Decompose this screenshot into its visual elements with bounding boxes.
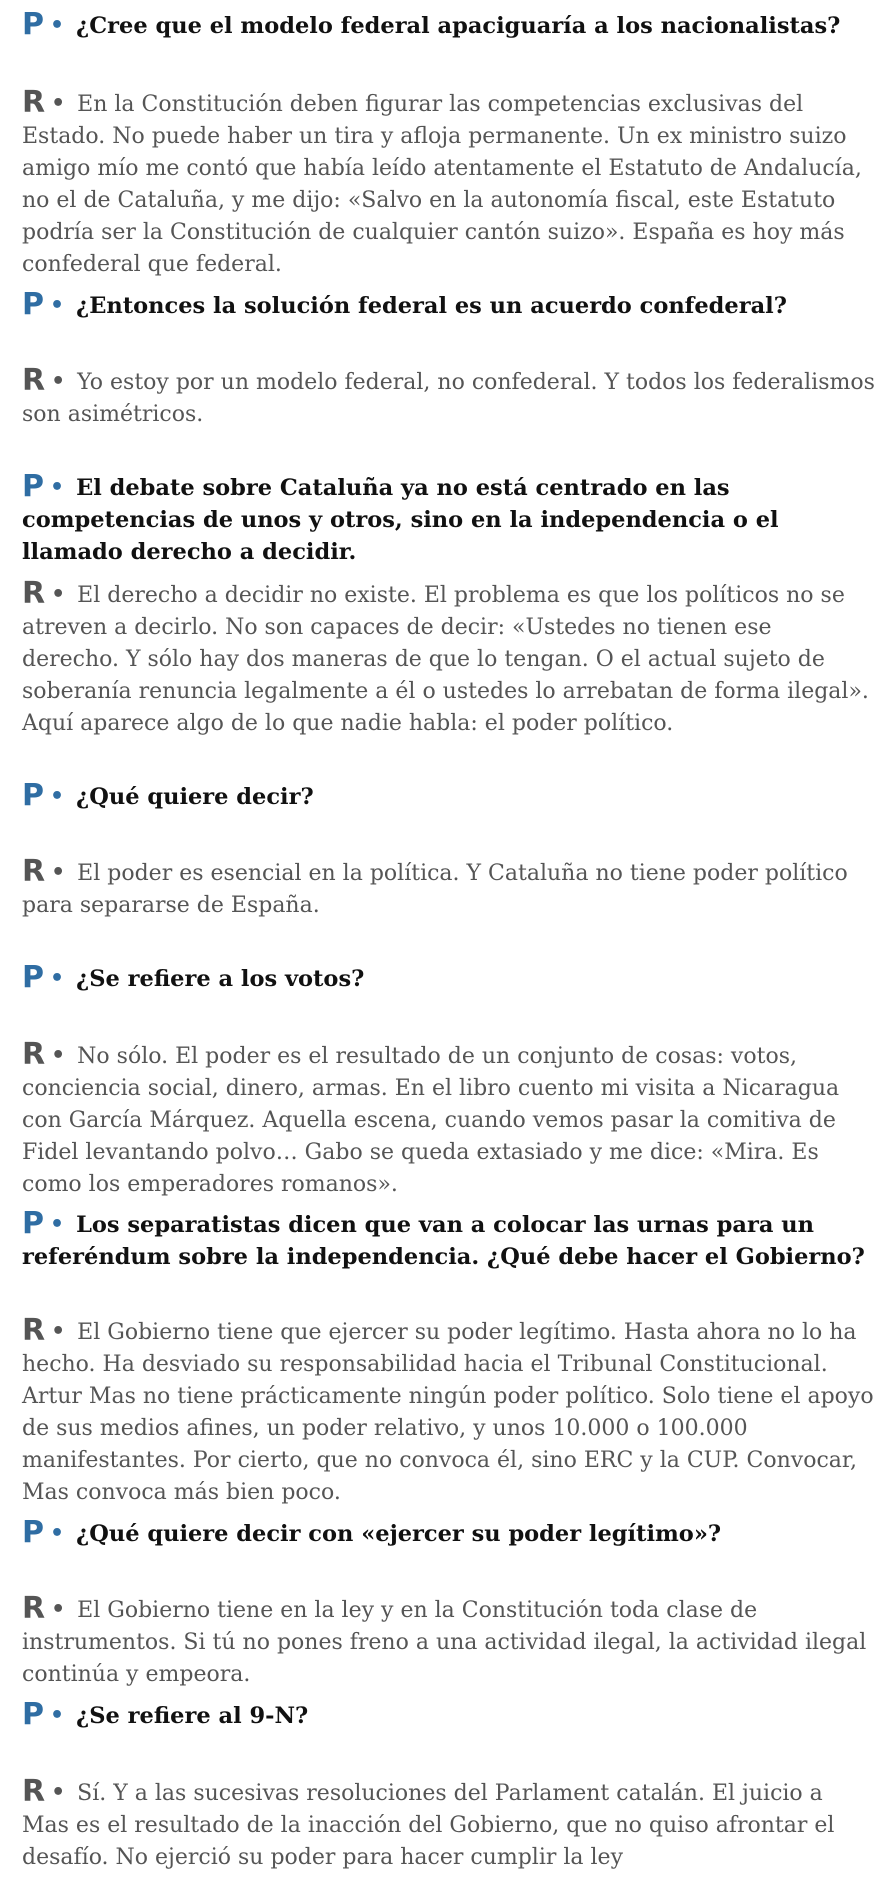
- question-text: Los separatistas dicen que van a colocar las urnas para un referéndum sobre la independencia. ¿Qué debe hacer el Gobierno?: [22, 1212, 865, 1270]
- answer-marker: R •: [22, 576, 66, 611]
- answer-text: Sí. Y a las sucesivas resoluciones del Parlament catalán. El juicio a Mas es el resultado de la inacción del Gobierno, que no quiso afrontar el desafío. No ejerció su poder para hacer cumplir la ley: [22, 1781, 835, 1870]
- question-text: El debate sobre Cataluña ya no está centrado en las competencias de unos y otros, sino en la independencia o el llamado derecho a decidir.: [22, 475, 779, 565]
- answer-text: El Gobierno tiene en la ley y en la Constitución toda clase de instrumentos. Si tú no pones freno a una actividad ilegal, la actividad ilegal continúa y empeora.: [22, 1598, 867, 1687]
- answer-8: [22, 1776, 875, 1874]
- question-marker: P •: [22, 1697, 65, 1732]
- question-8: [22, 1699, 875, 1732]
- question-marker: P •: [22, 1515, 65, 1550]
- answer-marker: R •: [22, 1313, 66, 1348]
- question-marker: P •: [22, 7, 65, 42]
- question-text: ¿Qué quiere decir?: [76, 784, 314, 810]
- question-1: [22, 9, 875, 42]
- question-text: ¿Qué quiere decir con «ejercer su poder legítimo»?: [76, 1521, 722, 1547]
- question-5: [22, 962, 875, 995]
- question-marker: P •: [22, 287, 65, 322]
- question-7: [22, 1517, 875, 1550]
- answer-4: [22, 856, 875, 922]
- question-marker: P •: [22, 1206, 65, 1241]
- answer-marker: R •: [22, 85, 66, 120]
- question-4: [22, 780, 875, 813]
- answer-text: El derecho a decidir no existe. El problema es que los políticos no se atreven a decirlo. No son capaces de decir: «Ustedes no tienen ese derecho. Y sólo hay dos maneras de que lo tengan. O el actual sujeto de soberanía renuncia legalmente a él o ustedes lo arrebatan de forma ilegal». Aquí aparece algo de lo que nadie habla: el poder político.: [22, 583, 869, 736]
- answer-7: [22, 1593, 875, 1691]
- answer-text: El Gobierno tiene que ejercer su poder legítimo. Hasta ahora no lo ha hecho. Ha desviado su responsabilidad hacia el Tribunal Constitucional. Artur Mas no tiene prácticamente ningún poder político. Solo tiene el apoyo de sus medios afines, un poder relativo, y unos 10.000 o 100.000 manifestantes. Por cierto, que no convoca él, sino ERC y la CUP. Convocar, Mas convoca más bien poco.: [22, 1320, 874, 1505]
- question-text: ¿Cree que el modelo federal apaciguaría a los nacionalistas?: [76, 13, 841, 39]
- answer-marker: R •: [22, 363, 66, 398]
- answer-5: [22, 1039, 875, 1201]
- answer-marker: R •: [22, 1774, 66, 1809]
- question-2: [22, 289, 875, 322]
- question-marker: P •: [22, 469, 65, 504]
- answer-text: En la Constitución deben figurar las competencias exclusivas del Estado. No puede haber un tira y afloja permanente. Un ex ministro suizo amigo mío me contó que había leído atentamente el Estatuto de Andalucía, no el de Cataluña, y me dijo: «Salvo en la autonomía fiscal, este Estatuto podría ser la Constitución de cualquier cantón suizo». España es hoy más confederal que federal.: [22, 92, 862, 277]
- question-6: [22, 1208, 875, 1273]
- question-3: [22, 471, 875, 568]
- answer-marker: R •: [22, 1591, 66, 1626]
- question-text: ¿Se refiere a los votos?: [76, 966, 365, 992]
- answer-text: El poder es esencial en la política. Y Cataluña no tiene poder político para separarse de España.: [22, 861, 848, 918]
- answer-6: [22, 1315, 875, 1509]
- answer-3: [22, 578, 875, 740]
- answer-text: Yo estoy por un modelo federal, no confederal. Y todos los federalismos son asimétricos.: [22, 370, 875, 427]
- answer-marker: R •: [22, 854, 66, 889]
- question-marker: P •: [22, 778, 65, 813]
- question-text: ¿Entonces la solución federal es un acuerdo confederal?: [76, 293, 787, 319]
- answer-marker: R •: [22, 1037, 66, 1072]
- answer-2: [22, 365, 875, 431]
- question-text: ¿Se refiere al 9-N?: [76, 1703, 309, 1729]
- question-marker: P •: [22, 960, 65, 995]
- answer-text: No sólo. El poder es el resultado de un conjunto de cosas: votos, conciencia social, dinero, armas. En el libro cuento mi visita a Nicaragua con García Márquez. Aquella escena, cuando vemos pasar la comitiva de Fidel levantando polvo… Gabo se queda extasiado y me dice: «Mira. Es como los emperadores romanos».: [22, 1044, 840, 1197]
- answer-1: [22, 87, 875, 281]
